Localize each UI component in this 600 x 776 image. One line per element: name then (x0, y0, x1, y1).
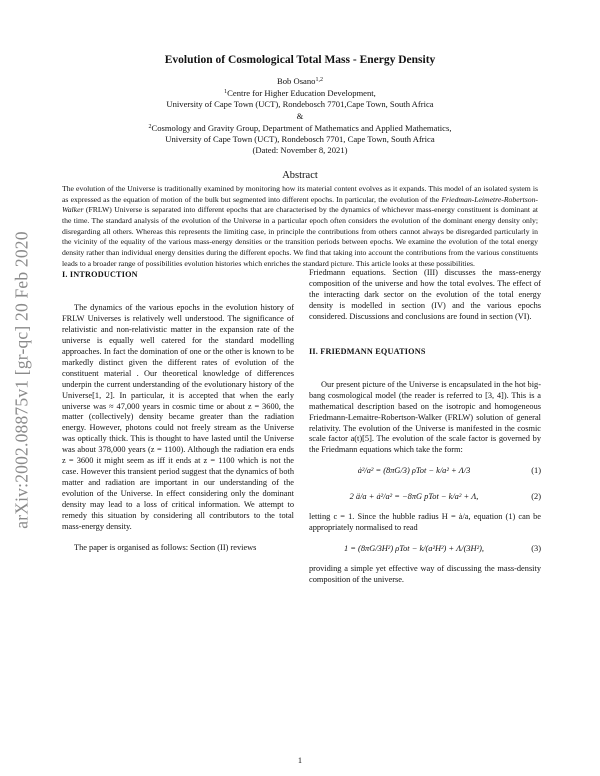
abstract-heading: Abstract (282, 170, 318, 181)
abstract-body (62, 184, 538, 269)
affiliation-1-line-2: University of Cape Town (UCT), Rondebosch 7701,Cape Town, South Africa (166, 99, 434, 110)
section-1-heading: I. INTRODUCTION (62, 270, 138, 279)
equation-1 (309, 460, 541, 482)
right-column (309, 268, 541, 586)
equation-3-body: 1 = (8πG/3H²) ρTot − k/(a²H²) + Λ/(3H²), (344, 544, 484, 554)
friedmann-paragraph-2: letting c = 1. Since the hubble radius H = ȧ/a, equation (1) can be appropriately normalised to read (309, 512, 541, 533)
affiliation-2-line-2: University of Cape Town (UCT), Rondebosch 7701, Cape Town, South Africa (165, 134, 435, 145)
arxiv-identifier: arXiv:2002.08875v1 [gr-qc] 20 Feb 2020 (11, 231, 32, 529)
abstract-text-1: The evolution of the Universe is traditionally examined by monitoring how its material content evolves as it expands. This model of an isolated system is as expressed as the equation of motion of the bulk but segmented into different epochs. In particular, the evolution of the (62, 184, 538, 204)
equation-3 (309, 538, 541, 560)
left-column (62, 268, 294, 554)
section-2-heading: II. FRIEDMANN EQUATIONS (309, 346, 426, 356)
intro-continued-paragraph: Friedmann equations. Section (III) discusses the mass-energy composition of the universe and how the total evolves. The effect of the interacting dark sector on the evolution of the total energy density is modelled in section (IV) and the various epochs considered. Discussions and conclusions are found in section (VI). (309, 268, 541, 321)
author-line (60, 75, 540, 87)
author-block (60, 75, 540, 156)
equation-2-body: 2 ä/a + ȧ²/a² = −8πG pTot − k/a² + Λ, (349, 492, 479, 502)
paper-title: Evolution of Cosmological Total Mass - Energy Density (164, 54, 436, 66)
intro-paragraph-2: The paper is organised as follows: Section (II) reviews (74, 542, 257, 552)
equation-1-number: (1) (531, 466, 541, 476)
friedmann-paragraph-3: providing a simple yet effective way of discussing the mass-density composition of the universe. (309, 564, 541, 585)
equation-2-number: (2) (531, 492, 541, 502)
arxiv-stamp (2, 180, 42, 580)
affil1-line1-text: Centre for Higher Education Development, (227, 88, 376, 99)
ampersand: & (296, 110, 304, 121)
dated-line: (Dated: November 8, 2021) (252, 145, 348, 156)
author-name: Bob Osano (277, 76, 316, 86)
affil2-line1-text: Cosmology and Gravity Group, Department of Mathematics and Applied Mathematics, (151, 122, 452, 133)
abstract-text-2: (FRLW) Universe is separated into different epochs that are characterised by the dynamics of whichever mass-energy constituent is dominant at the time. The standard analysis of the evolution of the Universe in a particular epoch often considers the evolution of the dominant energy density only; disregarding all others. Whereas this represents the limiting case, in principle the contributions from others cannot always be disregarded particularly in the vicinity of the equality of the various mass-energy densities or the transition periods between epochs. We examine the evolution of the total energy density rather than individual energy densities during the different epochs. We find that taking into account the contributions from the various constituents leads to a broader range of possibilities evolution histories which enriches the standard picture. This article looks at these possibilities. (62, 205, 538, 268)
friedmann-paragraph-1: Our present picture of the Universe is encapsulated in the hot big-bang cosmological model (the reader is referred to [3, 4]). This is a mathematical description based on the isotropic and homogeneous Friedmann-Lemaitre-Robertson-Walker (FRLW) solution of general relativity. The evolution of the Universe is manifested in the cosmic scale factor a(t)[5]. The evolution of the scale factor is governed by the Friedmann equations which take the form: (309, 379, 541, 455)
equation-3-number: (3) (531, 544, 541, 554)
affiliation-1-line-1 (60, 87, 540, 99)
equation-1-body: ȧ²/a² = (8πG/3) ρTot − k/a² + Λ/3 (357, 466, 471, 476)
affil2-sup: 2 (148, 123, 152, 130)
intro-paragraph-1: The dynamics of the various epochs in the evolution history of FRLW Universes is relatively well understood. The significance of relativistic and non-relativistic matter in the expansion rate of the universe is equally well catered for the standard modelling approaches. In fact the domination of one or the other is known to be markedly distinct given the different rates of evolution of the constituent material . Our theoretical knowledge of differences underpin the current understanding of the evolutionary history of the Universe[1, 2]. In particular, it is accepted that when the early universe was ≈ 47,000 years in cosmic time or about z = 3600, the matter (collectively) density became greater than the radiation energy. However, photons could not freely stream as the Universe was optically thick. This is thought to have lasted until the Universe was about 378,000 years (z = 1100). Although the radiation era ends z = 3600 it might seem as iff it ends at z = 1100 which is not the case. However this transient period suggest that the dynamics of both matter and radiation are important in our understanding of the evolution of the Universe. In effect considering only the dominant density may lead to a loss of critical information. We attempt to remedy this situation by considering all contributors to the total mass-energy density. (62, 302, 294, 532)
affil1-sup: 1 (224, 89, 228, 96)
equation-2 (309, 486, 541, 508)
author-affil-sup: 1,2 (315, 77, 323, 83)
page-number: 1 (297, 756, 303, 765)
affiliation-2-line-1 (60, 122, 540, 134)
abstract-italic-term: Friedman-Leimetre-Robertson-Walker (62, 194, 538, 215)
